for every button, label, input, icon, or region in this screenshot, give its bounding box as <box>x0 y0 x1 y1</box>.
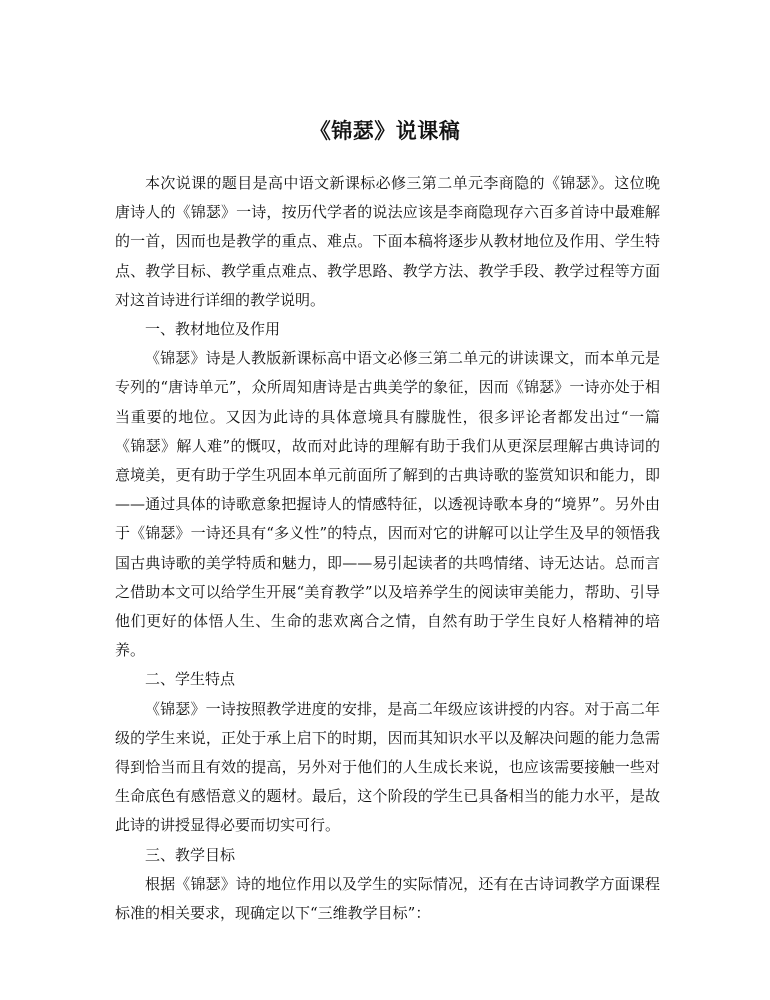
paragraph-intro: 本次说课的题目是高中语文新课标必修三第二单元李商隐的《锦瑟》。这位晚唐诗人的《锦瑟》一诗，按历代学者的说法应该是李商隐现存六百多首诗中最难解的一首，因而也是教学的重点、难点。下面本稿将逐步从教材地位及作用、学生特点、教学目标、教学重点难点、教学思路、教学方法、教学手段、教学过程等方面对这首诗进行详细的教学说明。 <box>115 174 660 309</box>
paragraph-section-3: 根据《锦瑟》诗的地位作用以及学生的实际情况，还有在古诗词教学方面课程标准的相关要求，现确定以下“三维教学目标”： <box>115 874 660 923</box>
section-heading-1: 一、教材地位及作用 <box>145 320 281 339</box>
paragraph-section-1: 《锦瑟》诗是人教版新课标高中语文必修三第二单元的讲读课文，而本单元是专列的“唐诗单元”，众所周知唐诗是古典美学的象征，因而《锦瑟》一诗亦处于相当重要的地位。又因为此诗的具体意境具有朦胧性，很多评论者都发出过“一篇《锦瑟》解人难”的慨叹，故而对此诗的理解有助于我们从更深层理解古典诗词的意境美，更有助于学生巩固本单元前面所了解到的古典诗歌的鉴赏知识和能力，即——通过具体的诗歌意象把握诗人的情感特征，以透视诗歌本身的“境界”。另外由于《锦瑟》一诗还具有“多义性”的特点，因而对它的讲解可以让学生及早的领悟我国古典诗歌的美学特质和魅力，即——易引起读者的共鸣情绪、诗无达诂。总而言之借助本文可以给学生开展“美育教学”以及培养学生的阅读审美能力，帮助、引导他们更好的体悟人生、生命的悲欢离合之情，自然有助于学生良好人格精神的培养。 <box>115 349 660 660</box>
section-heading-3: 三、教学目标 <box>145 845 236 864</box>
section-heading-2: 二、学生特点 <box>145 670 236 689</box>
document-title: 《锦瑟》说课稿 <box>309 118 461 143</box>
paragraph-section-2: 《锦瑟》一诗按照教学进度的安排，是高二年级应该讲授的内容。对于高二年级的学生来说，正处于承上启下的时期，因而其知识水平以及解决问题的能力急需得到恰当而且有效的提高，另外对于他们的人生成长来说，也应该需要接触一些对生命底色有感悟意义的题材。最后，这个阶段的学生已具备相当的能力水平，是故此诗的讲授显得必要而切实可行。 <box>115 699 660 835</box>
document-body <box>115 169 660 928</box>
